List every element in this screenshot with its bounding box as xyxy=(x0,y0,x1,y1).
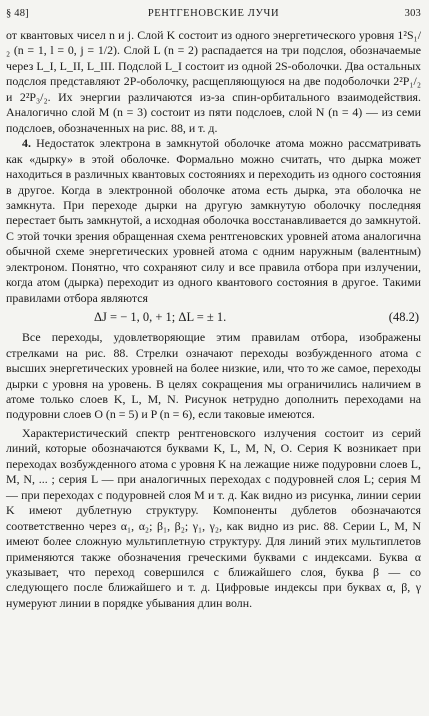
equation-expression: ΔJ = − 1, 0, + 1; ΔL = ± 1. xyxy=(94,310,227,325)
paragraph-number: 4. xyxy=(22,136,31,151)
section-reference: § 48] xyxy=(6,8,29,19)
page-body xyxy=(6,28,421,611)
page-number: 303 xyxy=(404,8,421,19)
page-header xyxy=(6,6,421,24)
paragraph-spectrum: Характеристический спектр рентгеновского излучения состоит из серий линий, которые обозначаются буквами K, L, M, N, O. Серия K возникает при переходах возбужденного атома с уровня K на лежащие ниже подуровни слоев L, M, N, ... ; серия L — при аналогичных переходах с подуровней слоя L; серия M — при переходах с подуровней слоя M и т. д. Как видно из рисунка, линии серии K имеют дублетную структуру. Компоненты дублетов обозначаются соответственно через α₁, α₂; β₁, β₂; γ₁, γ₂, как видно из рис. 88. Серии L, M, N имеют более сложную мультиплетную структуру. Для линий этих мультиплетов применяются также обозначения греческими буквами с индексами. Буква α указывает, что переход совершился с ближайшего слоя, буква β — со следующего после ближайшего и т. д. Цифровые индексы при буквах α, β, γ нумеруют линии в порядке убывания длин волн. xyxy=(6,425,421,610)
equation-number: (48.2) xyxy=(388,310,419,325)
running-title: РЕНТГЕНОВСКИЕ ЛУЧИ xyxy=(147,8,280,19)
paragraph-continuation: от квантовых чисел n и j. Слой K состоит из одного энергетического уровня 1²S₁/₂ (n = 1, l = 0, j = 1/2). Слой L (n = 2) распадается на три подслоя, обозначаемые через L_I, L_II, L_III. Подслой L_I состоит из одной 2S-оболочки. Два остальных подслоя представляют 2P-оболочку, расщепляющуюся на две подоболочки 2²P₁/₂ и 2²P₃/₂. Их энергии различаются из-за спин-орбитального взаимодействия. Аналогично слой M (n = 3) состоит из пяти подслоев, слой N (n = 4) — из семи подслоев, обозначенных на рис. 88, и т. д. xyxy=(6,28,421,135)
selection-rules-equation xyxy=(6,309,421,326)
paragraph-transitions: Все переходы, удовлетворяющие этим правилам отбора, изображены стрелками на рис. 88. Стрелки означают переходы возбужденного атома с высших энергетических уровней на более низкие, или, что то же самое, переходы дырки с уровня на уровень. В целях сокращения мы ограничились наличием в атоме только слоев K, L, M, N. Рисунок нетрудно дополнить переходами на подуровни слоев O (n = 5) и P (n = 6), если таковые имеются. xyxy=(6,330,421,422)
paragraph-4-text: Недостаток электрона в замкнутой оболочке атома можно рассматривать как «дырку» в этой оболочке. Формально можно считать, что дырка может находиться в различных квантовых состояниях и переходить из одного состояния в другое. Когда в электронной оболочке атома есть дырка, эта оболочка не замкнута. При переходе дырки на другую замкнутую оболочку последняя перестает быть замкнутой, а исходная оболочка восстанавливается до замкнутой. С этой точки зрения обращенная схема рентгеновских уровней атома аналогична обычной схеме энергетических уровней атома с одним наружным (валентным) электроном. Понятно, что сохраняют силу и все правила отбора при излучении, когда атом (дырка) переходит из одного квантового состояния в другое. Такими правилами отбора являются xyxy=(6,136,421,305)
paragraph-4 xyxy=(6,136,421,306)
